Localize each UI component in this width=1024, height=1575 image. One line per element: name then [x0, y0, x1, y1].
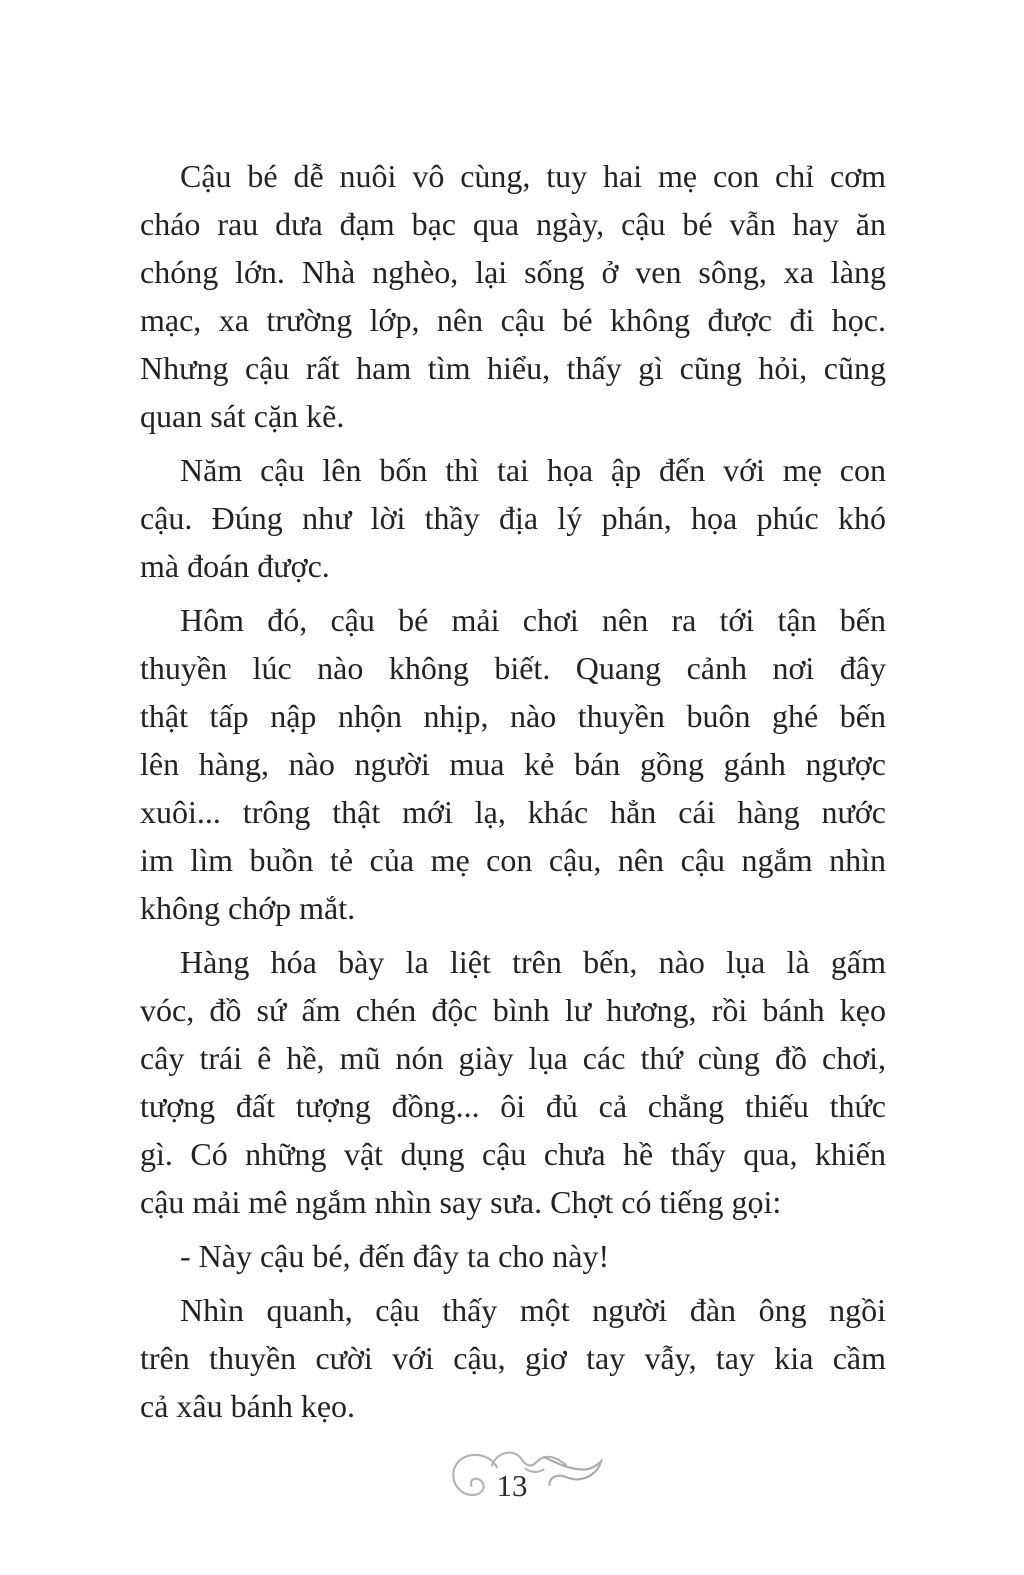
- text-line: - Này cậu bé, đến đây ta cho này!: [180, 1238, 610, 1274]
- text-line: không chớp mắt.: [140, 890, 356, 926]
- text-line: trên thuyền cười với cậu, giơ tay vẫy, tay kia cầm: [140, 1340, 886, 1376]
- text-line: cậu mải mê ngắm nhìn say sưa. Chợt có tiếng gọi:: [140, 1184, 782, 1220]
- paragraph: [140, 1286, 886, 1430]
- text-line: tượng đất tượng đồng... ôi đủ cả chẳng thiếu thức: [140, 1088, 886, 1124]
- cloud-swirl-ornament-icon: [446, 1444, 610, 1518]
- paragraph: [140, 446, 886, 590]
- text-line: Cậu bé dễ nuôi vô cùng, tuy hai mẹ con chỉ cơm: [180, 158, 886, 194]
- text-line: gì. Có những vật dụng cậu chưa hề thấy qua, khiến: [140, 1136, 886, 1172]
- text-line: mà đoán được.: [140, 548, 330, 584]
- text-line: vóc, đồ sứ ấm chén độc bình lư hương, rồi bánh kẹo: [140, 992, 886, 1028]
- text-line: Hôm đó, cậu bé mải chơi nên ra tới tận bến: [180, 602, 886, 638]
- text-line: Năm cậu lên bốn thì tai họa ập đến với mẹ con: [180, 452, 886, 488]
- text-line: cây trái ê hề, mũ nón giày lụa các thứ cùng đồ chơi,: [140, 1040, 886, 1076]
- text-line: Nhìn quanh, cậu thấy một người đàn ông ngồi: [180, 1292, 886, 1328]
- paragraph: [140, 596, 886, 932]
- text-line: thuyền lúc nào không biết. Quang cảnh nơi đây: [140, 650, 886, 686]
- text-line: Hàng hóa bày la liệt trên bến, nào lụa là gấm: [180, 944, 886, 980]
- text-line: cháo rau dưa đạm bạc qua ngày, cậu bé vẫn hay ăn: [140, 206, 886, 242]
- text-line: xuôi... trông thật mới lạ, khác hẳn cái hàng nước: [140, 794, 886, 830]
- text-line: chóng lớn. Nhà nghèo, lại sống ở ven sông, xa làng: [140, 254, 886, 290]
- text-line: cả xâu bánh kẹo.: [140, 1388, 356, 1424]
- text-line: thật tấp nập nhộn nhịp, nào thuyền buôn ghé bến: [140, 698, 886, 734]
- page-number: 13: [496, 1468, 528, 1503]
- text-line: quan sát cặn kẽ.: [140, 398, 345, 434]
- text-line: lên hàng, nào người mua kẻ bán gồng gánh ngược: [140, 746, 886, 782]
- text-line: mạc, xa trường lớp, nên cậu bé không được đi học.: [140, 302, 886, 338]
- text-line: Nhưng cậu rất ham tìm hiểu, thấy gì cũng hỏi, cũng: [140, 350, 886, 386]
- paragraph: [140, 1232, 886, 1280]
- text-line: im lìm buồn tẻ của mẹ con cậu, nên cậu ngắm nhìn: [140, 842, 886, 878]
- text-line: cậu. Đúng như lời thầy địa lý phán, họa phúc khó: [140, 500, 886, 536]
- paragraph: [140, 152, 886, 440]
- paragraph: [140, 938, 886, 1226]
- page-text: [140, 152, 886, 1436]
- page-footer: [0, 1440, 1024, 1540]
